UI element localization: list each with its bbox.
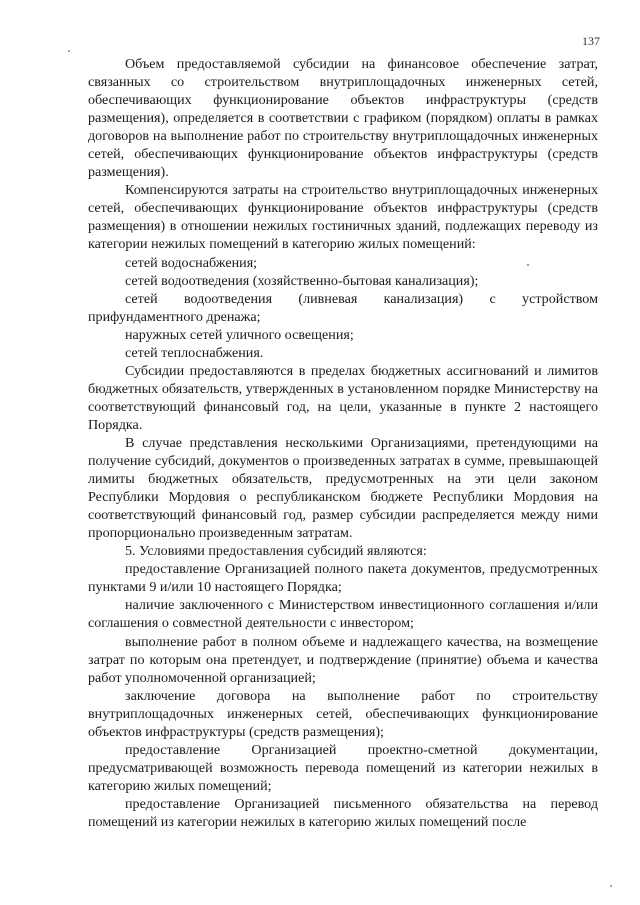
paragraph-multiple-organizations: В случае представления несколькими Организациями, претендующими на получение субсидий, документов о произведенных затратах в сумме, превышающей лимиты бюджетных обязательств, предусмотренных на эти цели законом Республики Мордовия о республиканском бюджете Республики Мордовия на соответствующий финансовый год, размер субсидии распределяется между ними пропорционально произведенным затратам. xyxy=(88,434,598,542)
paragraph-compensated-costs: Компенсируются затраты на строительство внутриплощадочных инженерных сетей, обеспечивающих функционирование объектов инфраструктуры (средств размещения) в отношении нежилых гостиничных зданий, подлежащих переводу из категории нежилых помещений в категорию жилых помещений: xyxy=(88,182,598,253)
list-item-heat-supply: сетей теплоснабжения. xyxy=(125,344,264,361)
paragraph-subsidy-volume: Объем предоставляемой субсидии на финансовое обеспечение затрат, связанных со строительством внутриплощадочных инженерных сетей, обеспечивающих функционирование объектов инфраструктуры (средств размещения), определяется в соответствии с графиком (порядком) оплаты в рамках договоров на выполнение работ по строительству внутриплощадочных инженерных сетей, обеспечивающих функционирование объектов инфраструктуры (средств размещения). xyxy=(88,56,598,181)
paragraph-budget-limits: Субсидии предоставляются в пределах бюджетных ассигнований и лимитов бюджетных обязательств, утвержденных в установленном порядке Министерству на соответствующий финансовый год, на цели, указанные в пункте 2 настоящего Порядка. xyxy=(88,362,598,433)
scan-speck xyxy=(527,264,529,266)
document-body xyxy=(88,55,598,831)
list-item-sewerage-household: сетей водоотведения (хозяйственно-бытовая канализация); xyxy=(125,272,479,289)
list-item-street-lighting: наружных сетей уличного освещения; xyxy=(125,326,354,343)
paragraph-conditions-heading: 5. Условиями предоставления субсидий являются: xyxy=(125,543,427,560)
scan-speck xyxy=(610,885,612,887)
condition-design-documentation: предоставление Организацией проектно-сметной документации, предусматривающей возможность перевода помещений из категории нежилых в категорию жилых помещений; xyxy=(88,741,598,794)
condition-documents-package: предоставление Организацией полного пакета документов, предусмотренных пунктами 9 и/или 10 настоящего Порядка; xyxy=(88,561,598,596)
page-number: 137 xyxy=(582,34,600,48)
condition-construction-contract: заключение договора на выполнение работ по строительству внутриплощадочных инженерных сетей, обеспечивающих функционирование объектов инфраструктуры (средств размещения); xyxy=(88,687,598,740)
scan-speck xyxy=(68,50,70,52)
list-item-sewerage-storm: сетей водоотведения (ливневая канализация) с устройством прифундаментного дренажа; xyxy=(88,290,598,325)
condition-works-completed: выполнение работ в полном объеме и надлежащего качества, на возмещение затрат по которым она претендует, и подтверждение (принятие) объема и качества работ уполномоченной организацией; xyxy=(88,633,598,686)
condition-written-obligation: предоставление Организацией письменного обязательства на перевод помещений из категории нежилых в категорию жилых помещений после xyxy=(88,795,598,830)
condition-investment-agreement: наличие заключенного с Министерством инвестиционного соглашения и/или соглашения о совместной деятельности с инвестором; xyxy=(88,597,598,632)
list-item-water-supply: сетей водоснабжения; xyxy=(125,254,258,271)
